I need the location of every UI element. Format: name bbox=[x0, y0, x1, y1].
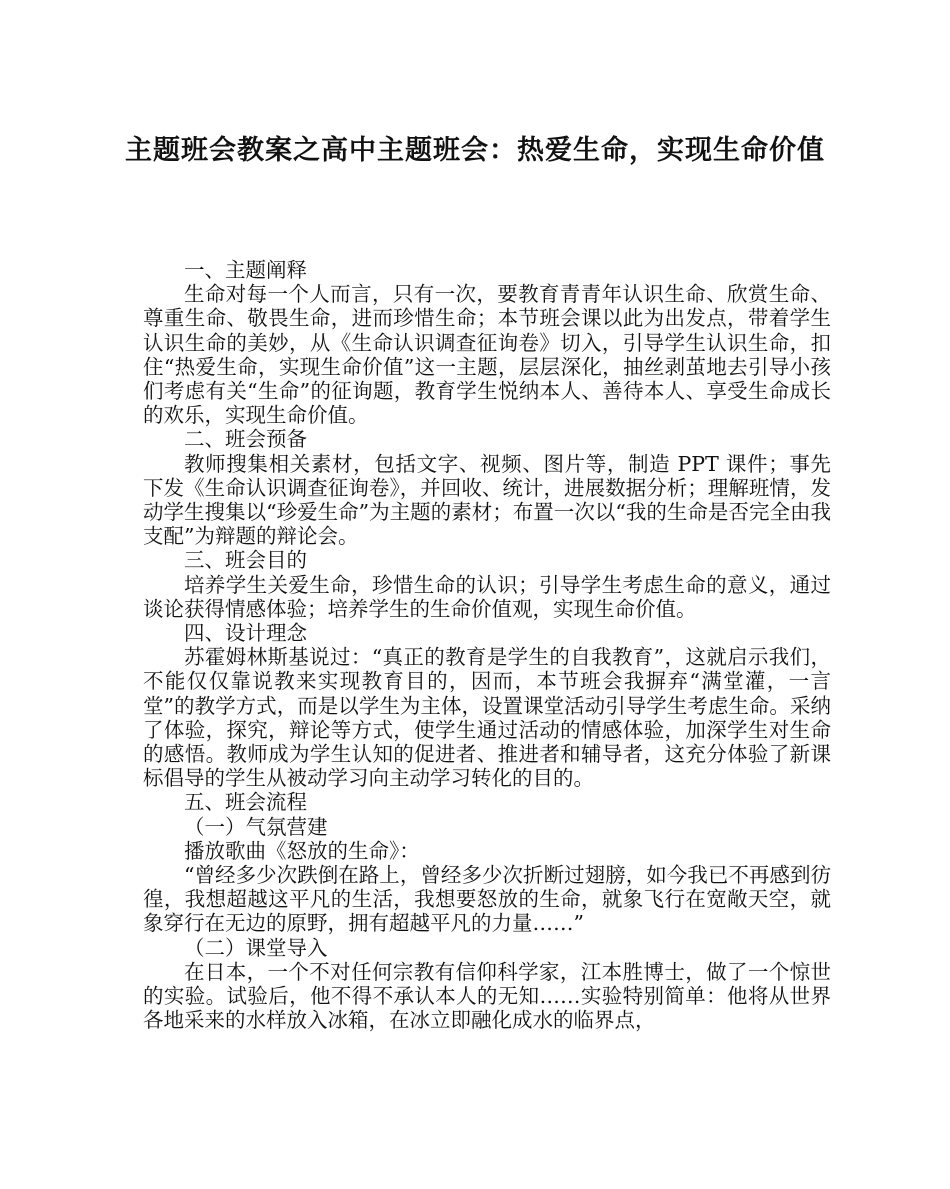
paragraph: 教师搜集相关素材，包括文字、视频、图片等，制造 PPT 课件；事先下发《生命认识调查征询卷》，并回收、统计，进展数据分析；理解班情，发动学生搜集以“珍爱生命”为主题的素材；布置一次以“我的生命是否完全由我支配”为辩题的辩论会。 bbox=[143, 451, 831, 549]
section-heading: 一、主题阐释 bbox=[184, 258, 307, 282]
paragraph: 在日本，一个不对任何宗教有信仰科学家，江本胜博士，做了一个惊世的实验。试验后，他不得不承认本人的无知……实验特别简单：他将从世界各地采来的水样放入冰箱，在冰立即融化成水的临界点， bbox=[143, 959, 831, 1033]
paragraph: 生命对每一个人而言，只有一次，要教育青青年认识生命、欣赏生命、尊重生命、敬畏生命，进而珍惜生命；本节班会课以此为出发点，带着学生认识生命的美妙，从《生命认识调查征询卷》切入，引导学生认识生命，扣住“热爱生命，实现生命价值”这一主题，层层深化，抽丝剥茧地去引导小孩们考虑有关“生命”的征询题，教育学生悦纳本人、善待本人、享受生命成长的欢乐，实现生命价值。 bbox=[143, 282, 831, 428]
section-heading: 三、班会目的 bbox=[184, 548, 307, 573]
section-heading: 五、班会流程 bbox=[184, 790, 307, 815]
document-title: 主题班会教案之高中主题班会：热爱生命，实现生命价值 bbox=[125, 135, 825, 166]
section-heading: 四、设计理念 bbox=[184, 621, 307, 646]
section-heading: 二、班会预备 bbox=[184, 427, 307, 452]
subsection-heading: （一）气氛营建 bbox=[184, 814, 328, 839]
paragraph: 播放歌曲《怒放的生命》： bbox=[184, 838, 420, 863]
paragraph: 苏霍姆林斯基说过：“真正的教育是学生的自我教育”，这就启示我们，不能仅仅靠说教来实现教育目的，因而，本节班会我摒弃“满堂灌，一言堂”的教学方式，而是以学生为主体，设置课堂活动引导学生考虑生命。采纳了体验，探究，辩论等方式，使学生通过活动的情感体验，加深学生对生命的感悟。教师成为学生认知的促进者、推进者和辅导者，这充分体验了新课标倡导的学生从被动学习向主动学习转化的目的。 bbox=[143, 645, 831, 791]
paragraph: 培养学生关爱生命，珍惜生命的认识；引导学生考虑生命的意义，通过谈论获得情感体验；培养学生的生命价值观，实现生命价值。 bbox=[143, 572, 831, 621]
subsection-heading: （二）课堂导入 bbox=[184, 935, 328, 960]
song-lyrics-quote: “曾经多少次跌倒在路上，曾经多少次折断过翅膀，如今我已不再感到彷徨，我想超越这平凡的生活，我想要怒放的生命，就象飞行在宽敞天空，就象穿行在无边的原野，拥有超越平凡的力量……” bbox=[143, 863, 831, 936]
document-body bbox=[143, 258, 831, 1033]
